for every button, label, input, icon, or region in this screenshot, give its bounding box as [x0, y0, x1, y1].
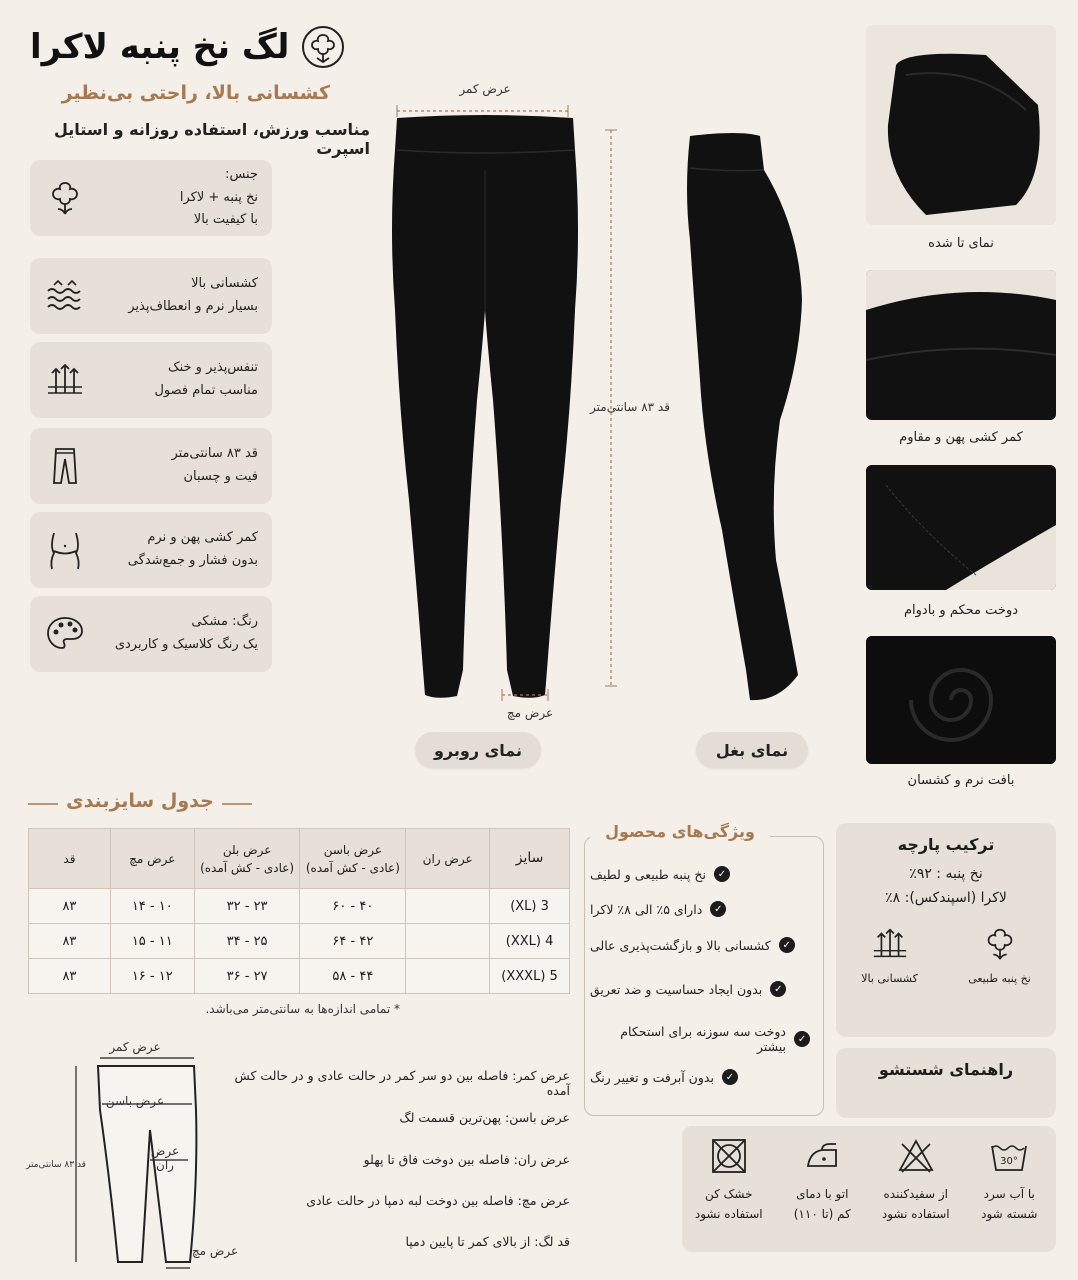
- product-feature-text: بدون آبرفت و تغییر رنگ: [590, 1069, 714, 1085]
- fabric-composition-card: [836, 823, 1056, 1037]
- explanation-line: عرض کمر: فاصله بین دو سر کمر در حالت عادی و در حالت کش آمده: [234, 1068, 570, 1098]
- care-label: استفاده نشود: [694, 1207, 763, 1222]
- care-iron-low: [779, 1136, 865, 1252]
- detail-caption: نمای تا شده: [928, 236, 994, 251]
- explanation-line: عرض باسن: پهن‌ترین قسمت لگ: [399, 1110, 570, 1125]
- feature-line: جنس:: [225, 166, 258, 182]
- wash-temp: 30°: [1000, 1156, 1019, 1167]
- product-feature-item: [590, 981, 810, 997]
- check-icon: ✓: [770, 981, 786, 997]
- care-label: اتو با دمای: [796, 1187, 849, 1201]
- composition-badges: [836, 924, 1056, 985]
- table-cell: [406, 889, 490, 924]
- measurement-diagram: [30, 1040, 230, 1270]
- table-cell: 3 (XL): [490, 889, 570, 924]
- no-tumble-dry-icon: [709, 1136, 749, 1176]
- table-row: [29, 889, 570, 924]
- check-icon: ✓: [722, 1069, 738, 1085]
- product-feature-text: بدون ایجاد حساسیت و ضد تعریق: [590, 981, 763, 997]
- palette-icon: [44, 613, 86, 655]
- stretch-waves-icon: [44, 275, 86, 317]
- table-cell: ۸۳: [29, 959, 111, 994]
- detail-caption: بافت نرم و کشسان: [907, 773, 1015, 788]
- feature-line: کمر کشی پهن و نرم: [147, 530, 258, 546]
- cotton-icon: [44, 177, 86, 219]
- care-label: خشک کن: [704, 1187, 753, 1201]
- explanation-line: قد لگ: از بالای کمر تا پایین دمپا: [405, 1234, 570, 1249]
- feature-line: بسیار نرم و انعطاف‌پذیر: [128, 299, 258, 314]
- breathable-icon: [44, 359, 86, 401]
- care-label: با آب سرد: [983, 1187, 1035, 1201]
- page-subtitle: کشسانی بالا، راحتی بی‌نظیر: [61, 82, 330, 104]
- col-hip: عرض باسن (عادی - کش آمده): [300, 829, 406, 889]
- product-feature-item: [590, 866, 810, 882]
- breathable-icon: [870, 924, 910, 964]
- explanation-line: عرض ران: فاصله بین دوخت فاق تا پهلو: [363, 1152, 570, 1167]
- no-bleach-icon: [896, 1136, 936, 1176]
- product-feature-text: دارای ۵٪ الی ۸٪ لاکرا: [590, 901, 703, 917]
- badge-label: کشسانی بالا: [861, 972, 918, 985]
- waist-icon: [44, 529, 86, 571]
- waist-width-label: عرض کمر: [459, 82, 511, 96]
- fabric-texture-image: [866, 636, 1056, 764]
- feature-line: رنگ: مشکی: [191, 614, 258, 630]
- product-feature-text: نخ پنبه طبیعی و لطیف: [590, 866, 706, 882]
- composition-title: ترکیب پارچه: [897, 835, 995, 854]
- feature-line: کشسانی بالا: [191, 276, 258, 292]
- feature-card-stretch: [30, 258, 272, 334]
- washing-guide-header: [836, 1048, 1056, 1118]
- check-icon: ✓: [794, 1031, 810, 1047]
- col-thigh: عرض ران: [406, 829, 490, 889]
- title-row: [30, 18, 370, 76]
- detail-caption: کمر کشی پهن و مقاوم: [899, 430, 1023, 445]
- folded-view-image: [866, 25, 1056, 225]
- feature-line: مناسب تمام فصول: [154, 383, 258, 398]
- feature-line: با کیفیت بالا: [193, 212, 258, 228]
- badge-stretch: [861, 924, 918, 985]
- care-label: استفاده نشود: [881, 1207, 950, 1222]
- table-cell: [406, 924, 490, 959]
- height-label: قد ۸۳ سانتی‌متر: [590, 400, 670, 414]
- composition-cotton: نخ پنبه : ۹۲٪: [909, 866, 983, 882]
- table-cell: ۲۵ - ۳۴: [194, 924, 300, 959]
- cotton-icon: [980, 924, 1020, 964]
- leggings-icon: [44, 445, 86, 487]
- side-view-label: نمای بغل: [696, 732, 808, 768]
- product-feature-item: [590, 1069, 810, 1085]
- feature-line: تنفس‌پذیر و خنک: [167, 360, 258, 376]
- product-feature-text: کشسانی بالا و بازگشت‌پذیری عالی: [590, 937, 771, 953]
- size-chart-title: جدول سایزبندی: [66, 790, 214, 812]
- detail-caption: دوخت محکم و بادوام: [903, 603, 1019, 618]
- diagram-ankle-label: عرض مچ: [191, 1244, 239, 1258]
- table-cell: ۴۴ - ۵۸: [300, 959, 406, 994]
- table-cell: ۲۷ - ۳۶: [194, 959, 300, 994]
- badge-label: نخ پنبه طبیعی: [968, 972, 1031, 985]
- care-label: از سفیدکننده: [883, 1187, 949, 1201]
- feature-line: نخ پنبه + لاکرا: [179, 189, 258, 205]
- table-row: [29, 959, 570, 994]
- col-length: عرض بلن (عادی - کش آمده): [194, 829, 300, 889]
- leggings-side-view: [650, 130, 825, 705]
- table-header-row: [29, 829, 570, 889]
- feature-card-waistband: [30, 512, 272, 588]
- table-row: [29, 924, 570, 959]
- care-label: کم (تا ۱۱۰): [793, 1207, 851, 1222]
- table-cell: [406, 959, 490, 994]
- table-cell: ۴۰ - ۶۰: [300, 889, 406, 924]
- composition-lycra: لاکرا (اسپندکس): ۸٪: [885, 890, 1007, 906]
- check-icon: ✓: [779, 937, 795, 953]
- size-note: * تمامی اندازه‌ها به سانتی‌متر می‌باشد.: [205, 1002, 400, 1016]
- table-cell: 4 (XXL): [490, 924, 570, 959]
- check-icon: ✓: [710, 901, 726, 917]
- care-symbols: [682, 1126, 1056, 1252]
- feature-card-material: [30, 160, 272, 236]
- explanation-line: عرض مچ: فاصله بین دوخت لبه دمپا در حالت عادی: [306, 1193, 570, 1208]
- stitching-image: [866, 465, 1056, 590]
- ankle-dimension-line: [500, 688, 550, 702]
- badge-cotton: [968, 924, 1031, 985]
- check-icon: ✓: [714, 866, 730, 882]
- care-no-bleach: [873, 1136, 959, 1252]
- table-cell: ۸۳: [29, 924, 111, 959]
- feature-card-color: [30, 596, 272, 672]
- table-cell: 5 (XXXL): [490, 959, 570, 994]
- product-feature-item: [590, 1024, 810, 1054]
- table-cell: ۸۳: [29, 889, 111, 924]
- feature-line: بدون فشار و جمع‌شدگی: [127, 553, 258, 568]
- front-view-label: نمای روبرو: [415, 732, 541, 768]
- wash-30-icon: [989, 1136, 1029, 1176]
- diagram-hip-label: عرض باسن: [105, 1094, 165, 1108]
- feature-line: قد ۸۳ سانتی‌متر: [171, 446, 258, 462]
- care-no-tumble-dry: [686, 1136, 772, 1252]
- col-height: قد: [29, 829, 111, 889]
- col-ankle: عرض مچ: [110, 829, 194, 889]
- divider-ornament: [28, 800, 58, 808]
- table-cell: ۱۱ - ۱۵: [110, 924, 194, 959]
- waistband-image: [866, 270, 1056, 420]
- divider-ornament: [222, 800, 252, 808]
- col-size: سایز: [490, 829, 570, 889]
- table-cell: ۴۲ - ۶۴: [300, 924, 406, 959]
- product-feature-item: [590, 937, 810, 953]
- feature-line: فیت و چسبان: [183, 469, 258, 484]
- care-label: شسته شود: [981, 1207, 1038, 1222]
- product-feature-text: دوخت سه سوزنه برای استحکام بیشتر: [620, 1024, 786, 1054]
- diagram-waist-label: عرض کمر: [109, 1040, 161, 1054]
- leggings-front-view: [385, 110, 585, 710]
- diagram-height-label: قد ۸۳ سانتی‌متر: [26, 1160, 86, 1170]
- cotton-icon: [301, 25, 345, 69]
- care-wash-cold: [966, 1136, 1052, 1252]
- feature-card-length: [30, 428, 272, 504]
- ankle-width-label: عرض مچ: [506, 706, 554, 720]
- feature-line: یک رنگ کلاسیک و کاربردی: [114, 637, 258, 652]
- table-cell: ۱۲ - ۱۶: [110, 959, 194, 994]
- table-cell: ۱۰ - ۱۴: [110, 889, 194, 924]
- product-feature-item: [590, 901, 810, 917]
- iron-low-icon: [802, 1136, 842, 1176]
- size-table: [28, 828, 570, 994]
- product-features-title: ویژگی‌های محصول: [590, 822, 770, 841]
- feature-card-breathable: [30, 342, 272, 418]
- washing-title: راهنمای شستشو: [878, 1060, 1014, 1079]
- diagram-thigh-label: عرض ران: [150, 1144, 180, 1172]
- page-tagline: مناسب ورزش، استفاده روزانه و استایل اسپرت: [54, 120, 370, 158]
- table-cell: ۲۳ - ۳۲: [194, 889, 300, 924]
- page-title: لگ نخ پنبه لاکرا: [30, 27, 290, 67]
